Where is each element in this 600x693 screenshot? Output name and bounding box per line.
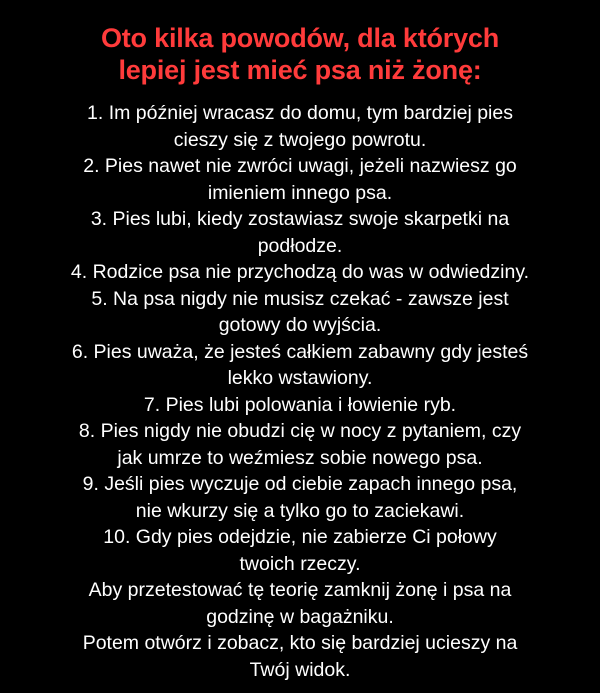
text-line: 10. Gdy pies odejdzie, nie zabierze Ci połowy <box>103 526 497 548</box>
text-line: lekko wstawiony. <box>227 367 373 389</box>
text-line: Potem otwórz i zobacz, kto się bardziej ucieszy na <box>82 632 518 654</box>
text-line: godzinę w bagażniku. <box>206 605 394 628</box>
text-line: gotowy do wyjścia. <box>218 314 382 336</box>
text-line: podłodze. <box>257 234 343 257</box>
text-line: 5. Na psa nigdy nie musisz czekać - zawsze jest <box>91 287 509 310</box>
meme-title <box>14 22 586 86</box>
text-line: cieszy się z twojego powrotu. <box>173 128 427 151</box>
text-line: jak umrze to weźmiesz sobie nowego psa. <box>117 446 483 469</box>
text-line: 6. Pies uważa, że jesteś całkiem zabawny gdy jesteś <box>71 340 529 363</box>
meme-body <box>14 100 586 683</box>
text-line: Twój widok. <box>249 658 351 681</box>
text-line: 2. Pies nawet nie zwróci uwagi, jeżeli nazwiesz go <box>83 155 517 177</box>
title-line-2: lepiej jest mieć psa niż żonę: <box>118 55 482 85</box>
title-line-1: Oto kilka powodów, dla których <box>100 23 500 53</box>
text-line: 9. Jeśli pies wyczuje od ciebie zapach innego psa, <box>82 473 518 495</box>
text-line: 1. Im później wracasz do domu, tym bardziej pies <box>87 102 513 124</box>
text-line: 4. Rodzice psa nie przychodzą do was w odwiedziny. <box>70 261 530 283</box>
text-line: nie wkurzy się a tylko go to zaciekawi. <box>135 499 465 522</box>
text-line: imieniem innego psa. <box>207 181 393 204</box>
text-line: 8. Pies nigdy nie obudzi cię w nocy z pytaniem, czy <box>78 420 522 442</box>
text-line: Aby przetestować tę teorię zamknij żonę i psa na <box>88 579 512 601</box>
text-line: twoich rzeczy. <box>239 552 361 575</box>
text-line: 3. Pies lubi, kiedy zostawiasz swoje skarpetki na <box>90 208 510 230</box>
text-line: 7. Pies lubi polowania i łowienie ryb. <box>143 393 457 416</box>
